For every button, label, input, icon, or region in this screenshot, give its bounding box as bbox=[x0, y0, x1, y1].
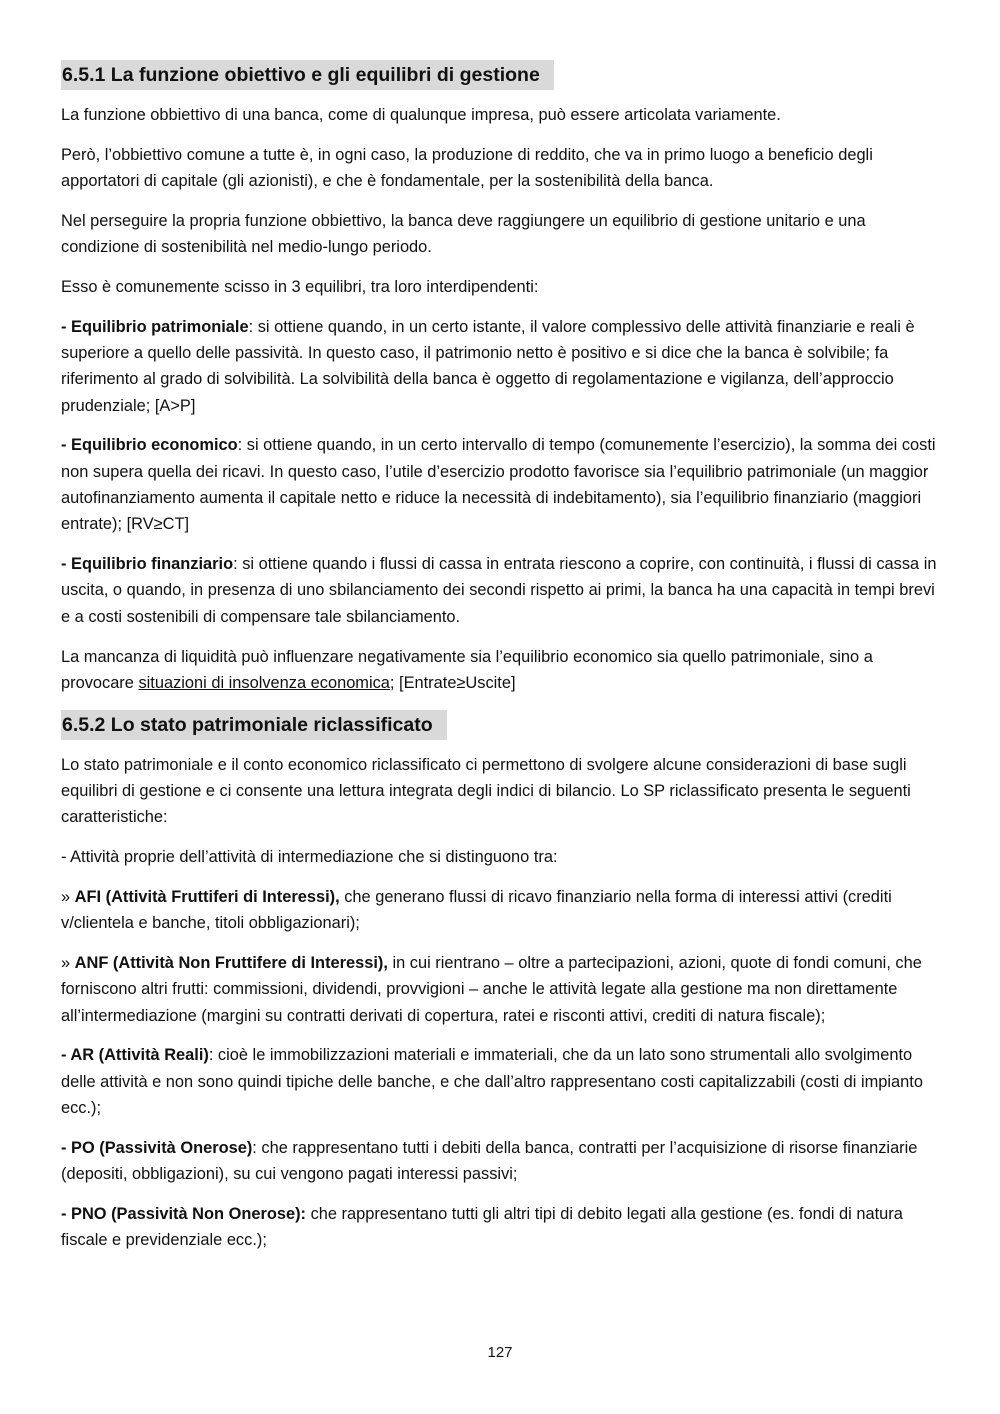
paragraph-afi bbox=[61, 884, 941, 937]
paragraph-funzione-obiettivo: La funzione obbiettivo di una banca, come di qualunque impresa, può essere articolata variamente. bbox=[61, 106, 781, 124]
definition-equilibrio-economico: : si ottiene quando, in un certo intervallo di tempo (comunemente l’esercizio), la somma dei costi non supera quella dei ricavi. In questo caso, l’utile d’esercizio prodotto favorisce sia l’equilibrio patrimoniale (un maggior autofinanziamento aumenta il capitale netto e riduce la necessità di indebitamento), sia l’equilibrio finanziario (maggiori entrate); [RV≥CT] bbox=[61, 436, 936, 534]
paragraph-ar bbox=[61, 1042, 941, 1121]
definition-equilibrio-patrimoniale: : si ottiene quando, in un certo istante, il valore complessivo delle attività finanziarie e reali è superiore a quello delle passività. In questo caso, il patrimonio netto è positivo e si dice che la banca è solvibile; fa riferimento al grado di solvibilità. La solvibilità della banca è oggetto di regolamentazione e vigilanza, dell’approccio prudenziale; [A>P] bbox=[61, 317, 915, 415]
underlined-insolvenza: situazioni di insolvenza economica bbox=[138, 673, 390, 692]
paragraph-equilibrio-patrimoniale bbox=[61, 314, 941, 419]
definition-equilibrio-finanziario: : si ottiene quando i flussi di cassa in entrata riescono a coprire, con continuità, i flussi di cassa in uscita, o quando, in presenza di uno sbilanciamento dei secondi rispetto ai primi, la banca ha una capacità in tempi brevi e a costi sostenibili di compensare tale sbilanciamento. bbox=[61, 555, 937, 626]
paragraph-sp-intro: Lo stato patrimoniale e il conto economico riclassificato ci permettono di svolgere alcune considerazioni di base sugli equilibri di gestione e ci consente una lettura integrata degli indici di bilancio. Lo SP riclassificato presenta le seguenti caratteristiche: bbox=[61, 755, 911, 827]
paragraph-anf bbox=[61, 950, 941, 1029]
term-pno: - PNO (Passività Non Onerose): bbox=[61, 1204, 307, 1223]
definition-pno: che rappresentano tutti gli altri tipi di debito legati alla gestione (es. fondi di natura fiscale e previdenziale ecc.); bbox=[61, 1204, 903, 1250]
paragraph-obiettivo-comune: Però, l’obbiettivo comune a tutte è, in ogni caso, la produzione di reddito, che va in primo luogo a beneficio degli apportatori di capitale (gli azionisti), e che è fondamentale, per la sostenibilità della banca. bbox=[61, 145, 873, 191]
paragraph-tre-equilibri: Esso è comunemente scisso in 3 equilibri, tra loro interdipendenti: bbox=[61, 277, 539, 296]
paragraph-equilibrio-finanziario bbox=[61, 551, 941, 630]
paragraph-equilibrio-unitario: Nel perseguire la propria funzione obbiettivo, la banca deve raggiungere un equilibrio di gestione unitario e una condizione di sostenibilità nel medio-lungo periodo. bbox=[61, 211, 866, 257]
section-heading-6-5-1: 6.5.1 La funzione obiettivo e gli equilibri di gestione bbox=[61, 60, 554, 90]
paragraph-attivita-intermediazione: - Attività proprie dell’attività di intermediazione che si distinguono tra: bbox=[61, 848, 558, 867]
paragraph-po bbox=[61, 1135, 941, 1188]
paragraph-mancanza-liquidita bbox=[61, 644, 941, 697]
term-equilibrio-economico: - Equilibrio economico bbox=[61, 436, 238, 455]
paragraph-pno bbox=[61, 1201, 941, 1254]
liquidity-text-after: ; [Entrate≥Uscite] bbox=[389, 673, 516, 692]
document-page bbox=[61, 60, 941, 1267]
definition-afi: che generano flussi di ricavo finanziario nella forma di interessi attivi (crediti v/clientela e banche, titoli obbligazionari); bbox=[61, 887, 892, 933]
term-equilibrio-finanziario: - Equilibrio finanziario bbox=[61, 555, 234, 574]
term-po: - PO (Passività Onerose) bbox=[61, 1138, 253, 1157]
bullet-marker: » bbox=[61, 887, 75, 906]
term-anf: ANF (Attività Non Fruttifere di Interessi), bbox=[74, 953, 388, 972]
definition-po: : che rappresentano tutti i debiti della banca, contratti per l’acquisizione di risorse finanziarie (depositi, obbligazioni), su cui vengono pagati interessi passivi; bbox=[61, 1138, 918, 1183]
term-ar: - AR (Attività Reali) bbox=[61, 1046, 209, 1065]
definition-ar: : cioè le immobilizzazioni materiali e immateriali, che da un lato sono strumentali allo svolgimento delle attività e non sono quindi tipiche delle banche, e che dall’altro rappresentano costi capitalizzabili (costi di impianto ecc.); bbox=[61, 1046, 923, 1117]
paragraph-equilibrio-economico bbox=[61, 432, 941, 537]
bullet-marker: » bbox=[61, 953, 75, 972]
page-number: 127 bbox=[487, 1344, 513, 1361]
section-heading-6-5-2: 6.5.2 Lo stato patrimoniale riclassificato bbox=[61, 710, 447, 740]
term-equilibrio-patrimoniale: - Equilibrio patrimoniale bbox=[61, 317, 249, 336]
liquidity-text-before: La mancanza di liquidità può influenzare negativamente sia l’equilibrio economico sia quello patrimoniale, sino a provocare bbox=[61, 647, 873, 692]
definition-anf: in cui rientrano – oltre a partecipazioni, azioni, quote di fondi comuni, che forniscono altri frutti: commissioni, dividendi, provvigioni – anche le attività legate alla gestione ma non direttamente all’intermediazione (margini su contratti derivati di copertura, ratei e risconti attivi, crediti di natura fiscale); bbox=[61, 953, 922, 1025]
term-afi: AFI (Attività Fruttiferi di Interessi), bbox=[74, 887, 340, 906]
